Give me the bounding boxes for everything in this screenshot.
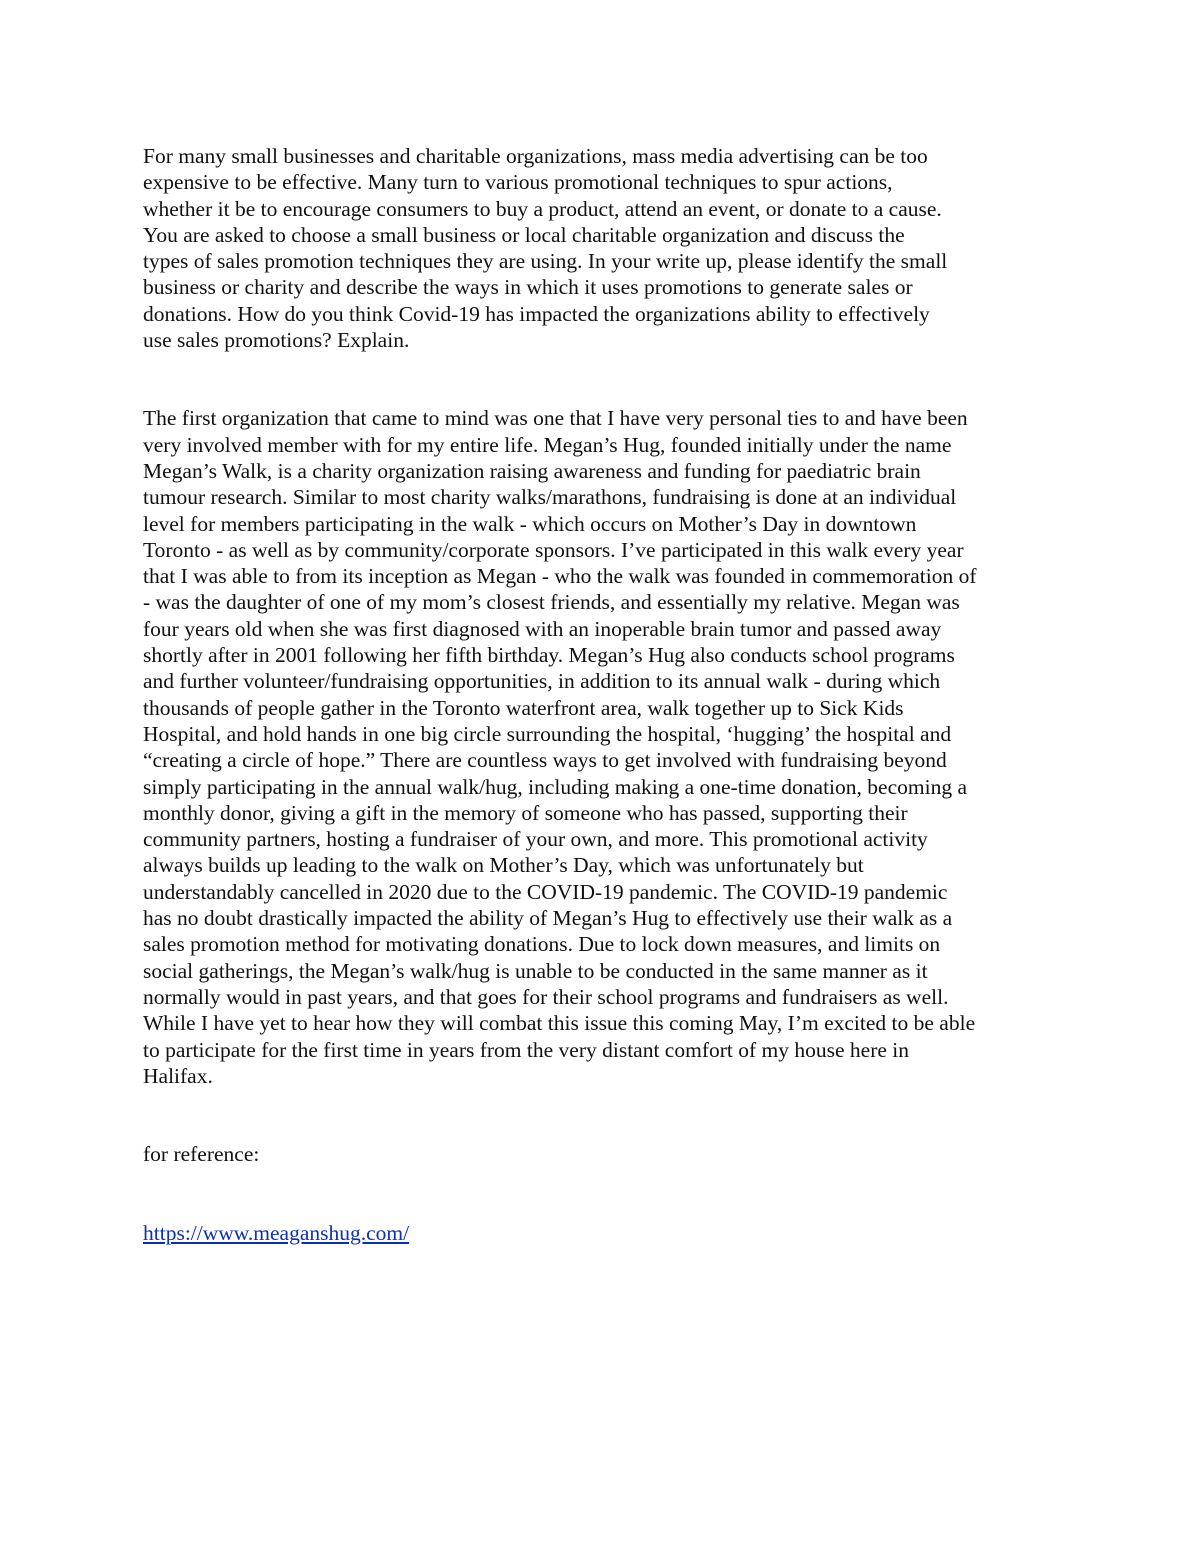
reference-link[interactable]: https://www.meaganshug.com/ bbox=[143, 1220, 410, 1245]
document-body bbox=[143, 143, 1068, 1246]
response-paragraph: The first organization that came to mind was one that I have very personal ties to and have been very involved member with for my entire life. Megan’s Hug, founded initially under the name Megan’s Walk, is a charity organization raising awareness and funding for paediatric brain tumour research. Similar to most charity walks/marathons, fundraising is done at an individual level for members participating in the walk - which occurs on Mother’s Day in downtown Toronto - as well as by community/corporate sponsors. I’ve participated in this walk every year that I was able to from its inception as Megan - who the walk was founded in commemoration of - was the daughter of one of my mom’s closest friends, and essentially my relative. Megan was four years old when she was first diagnosed with an inoperable brain tumor and passed away shortly after in 2001 following her fifth birthday. Megan’s Hug also conducts school programs and further volunteer/fundraising opportunities, in addition to its annual walk - during which thousands of people gather in the Toronto waterfront area, walk together up to Sick Kids Hospital, and hold hands in one big circle surrounding the hospital, ‘hugging’ the hospital and “creating a circle of hope.” There are countless ways to get involved with fundraising beyond simply participating in the annual walk/hug, including making a one-time donation, becoming a monthly donor, giving a gift in the memory of someone who has passed, supporting their community partners, hosting a fundraiser of your own, and more. This promotional activity always builds up leading to the walk on Mother’s Day, which was unfortunately but understandably cancelled in 2020 due to the COVID-19 pandemic. The COVID-19 pandemic has no doubt drastically impacted the ability of Megan’s Hug to effectively use their walk as a sales promotion method for motivating donations. Due to lock down measures, and limits on social gatherings, the Megan’s walk/hug is unable to be conducted in the same manner as it normally would in past years, and that goes for their school programs and fundraisers as well. While I have yet to hear how they will combat this issue this coming May, I’m excited to be able to participate for the first time in years from the very distant comfort of my house here in Halifax. bbox=[143, 406, 977, 1088]
paragraph-spacer bbox=[143, 1089, 1068, 1141]
reference-label: for reference: bbox=[143, 1142, 260, 1167]
paragraph-spacer bbox=[143, 1167, 1068, 1193]
assignment-prompt: For many small businesses and charitable organizations, mass media advertising can be too expensive to be effective. Many turn to various promotional techniques to spur actions, whether it be to encourage consumers to buy a product, attend an event, or donate to a cause. You are asked to choose a small business or local charitable organization and discuss the types of sales promotion techniques they are using. In your write up, please identify the small business or charity and describe the ways in which it uses promotions to generate sales or donations. How do you think Covid-19 has impacted the organizations ability to effectively use sales promotions? Explain. bbox=[143, 144, 948, 353]
paragraph-spacer bbox=[143, 353, 1068, 405]
